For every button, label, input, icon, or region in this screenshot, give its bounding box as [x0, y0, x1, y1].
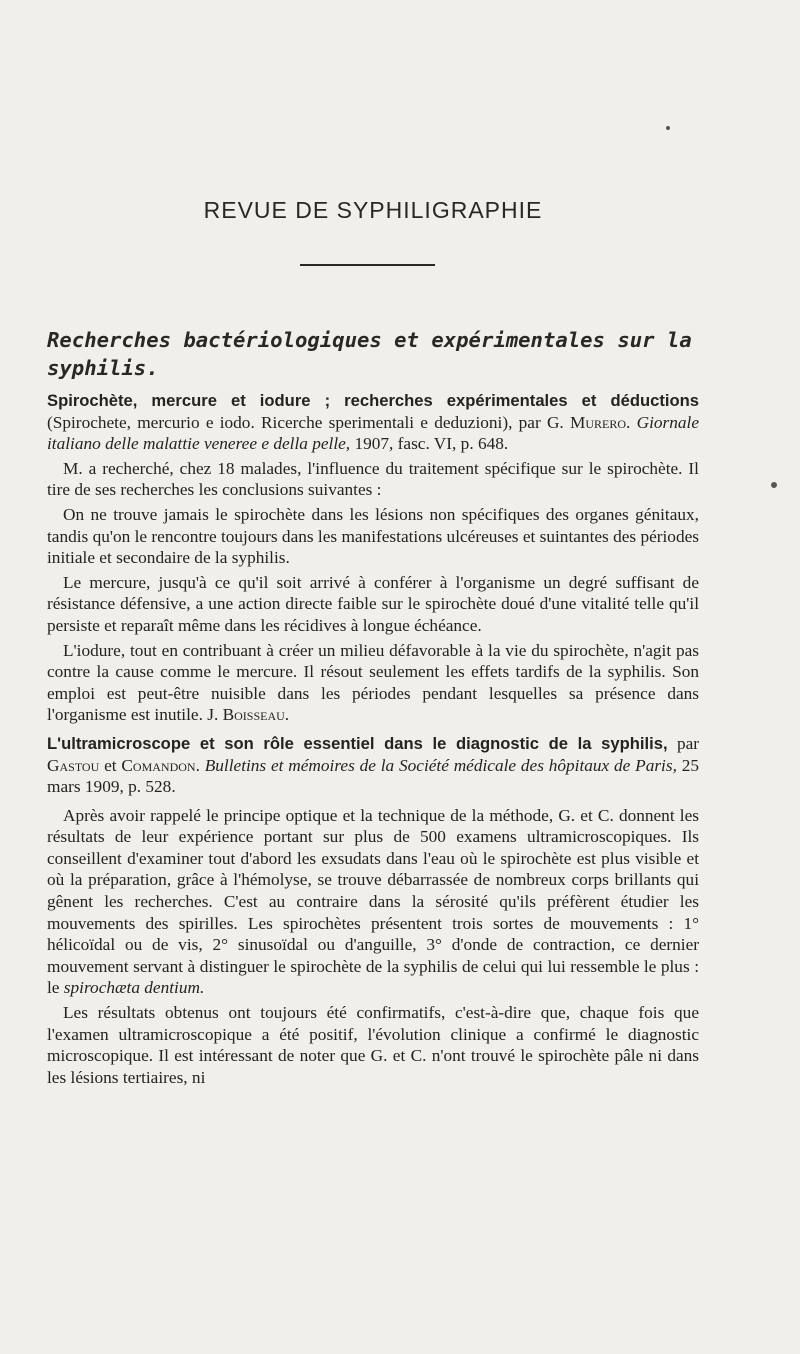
running-title: REVUE DE SYPHILIGRAPHIE [203, 197, 543, 223]
article-2-reference [47, 733, 699, 798]
speck-mark [771, 482, 777, 488]
citation-text: (Spirochete, mercurio e iodo. Ricerche sperimentali e deduzioni), par G. [47, 412, 570, 432]
reviewer-signature: J. Boisseau. [207, 705, 290, 725]
paragraph: M. a recherché, chez 18 malades, l'influence du traitement spécifique sur le spirochète. Il tire de ses recherches les conclusions suivantes : [47, 458, 699, 500]
species-name: spirochæta dentium. [63, 978, 205, 998]
citation-text: 25 mars 1909, p. 528. [47, 755, 699, 797]
paragraph: Les résultats obtenus ont toujours été confirmatifs, c'est-à-dire que, chaque fois que l'examen ultramicroscopique a été positif, l'évolution clinique a confirmé le diagnostic microscopique. Il est intéressant de noter que G. et C. n'ont trouvé le spirochète pâle ni dans les lésions tertiaires, ni [47, 1003, 699, 1087]
citation-text: par [667, 733, 700, 753]
author-name: Gastou [47, 755, 100, 775]
citation-text: . [626, 412, 637, 432]
citation-text: 1907, fasc. VI, p. 648. [350, 434, 509, 454]
paragraph [47, 805, 699, 999]
paragraph: On ne trouve jamais le spirochète dans les lésions non spécifiques des organes génitaux, tandis qu'on le rencontre toujours dans les manifestations ulcéreuses et suintantes des périodes initiale et secondaire de la syphilis. [47, 504, 699, 568]
speck-mark [666, 126, 670, 130]
title-rule [300, 264, 435, 266]
article-2-heading: L'ultramicroscope et son rôle essentiel dans le diagnostic de la syphilis, [47, 733, 668, 753]
section-title: Recherches bactériologiques et expérimentales sur la syphilis. [47, 328, 692, 380]
paragraph: Le mercure, jusqu'à ce qu'il soit arrivé à conférer à l'organisme un degré suffisant de résistance défensive, a une action directe faible sur le spirochète doué d'une vitalité telle qu'il persiste et reparaît même dans les récidives à longue échéance. [47, 572, 699, 635]
paragraph-text: L'iodure, tout en contribuant à créer un milieu défavorable à la vie du spirochète, n'agit pas contre la cause comme le mercure. Il résout seulement les effets tardifs de la syphilis. Son emploi est peut-être nuisible dans les périodes pendant lesquelles sa présence dans l'organisme est inutile. [47, 640, 699, 725]
article-1-reference [47, 390, 699, 455]
citation-text: et [99, 755, 122, 775]
article-1-heading: Spirochète, mercure et iodure ; recherches expérimentales et déductions [47, 391, 699, 410]
paragraph [47, 640, 699, 726]
article-body [47, 390, 699, 1091]
author-name: Comandon [121, 755, 196, 775]
author-name: Murero [569, 412, 627, 432]
journal-name: Giornale italiano delle malattie veneree e della pelle, [47, 412, 699, 454]
journal-name: Bulletins et mémoires de la Société médicale des hôpitaux de Paris, [204, 755, 677, 775]
citation-text: . [195, 755, 205, 775]
paragraph-text: Après avoir rappelé le principe optique et la technique de la méthode, G. et C. donnent les résultats de leur expérience portant sur plus de 500 examens ultramicroscopiques. Ils conseillent d'examiner tout d'abord les exsudats dans l'eau où le spirochète est plus visible et où la préparation, grâce à l'hémolyse, se trouve débarrassée de nombreux corps brillants qui gênent les recherches. C'est au contraire dans la sérosité qu'ils préfèrent étudier les mouvements des spirilles. Les spirochètes présentent trois sortes de mouvements : 1° hélicoïdal ou de vis, 2° sinusoïdal ou d'anguille, 3° d'onde de contraction, ce dernier mouvement servant à distinguer le spirochète de la syphilis de celui qui lui ressemble le plus : le [47, 805, 699, 998]
